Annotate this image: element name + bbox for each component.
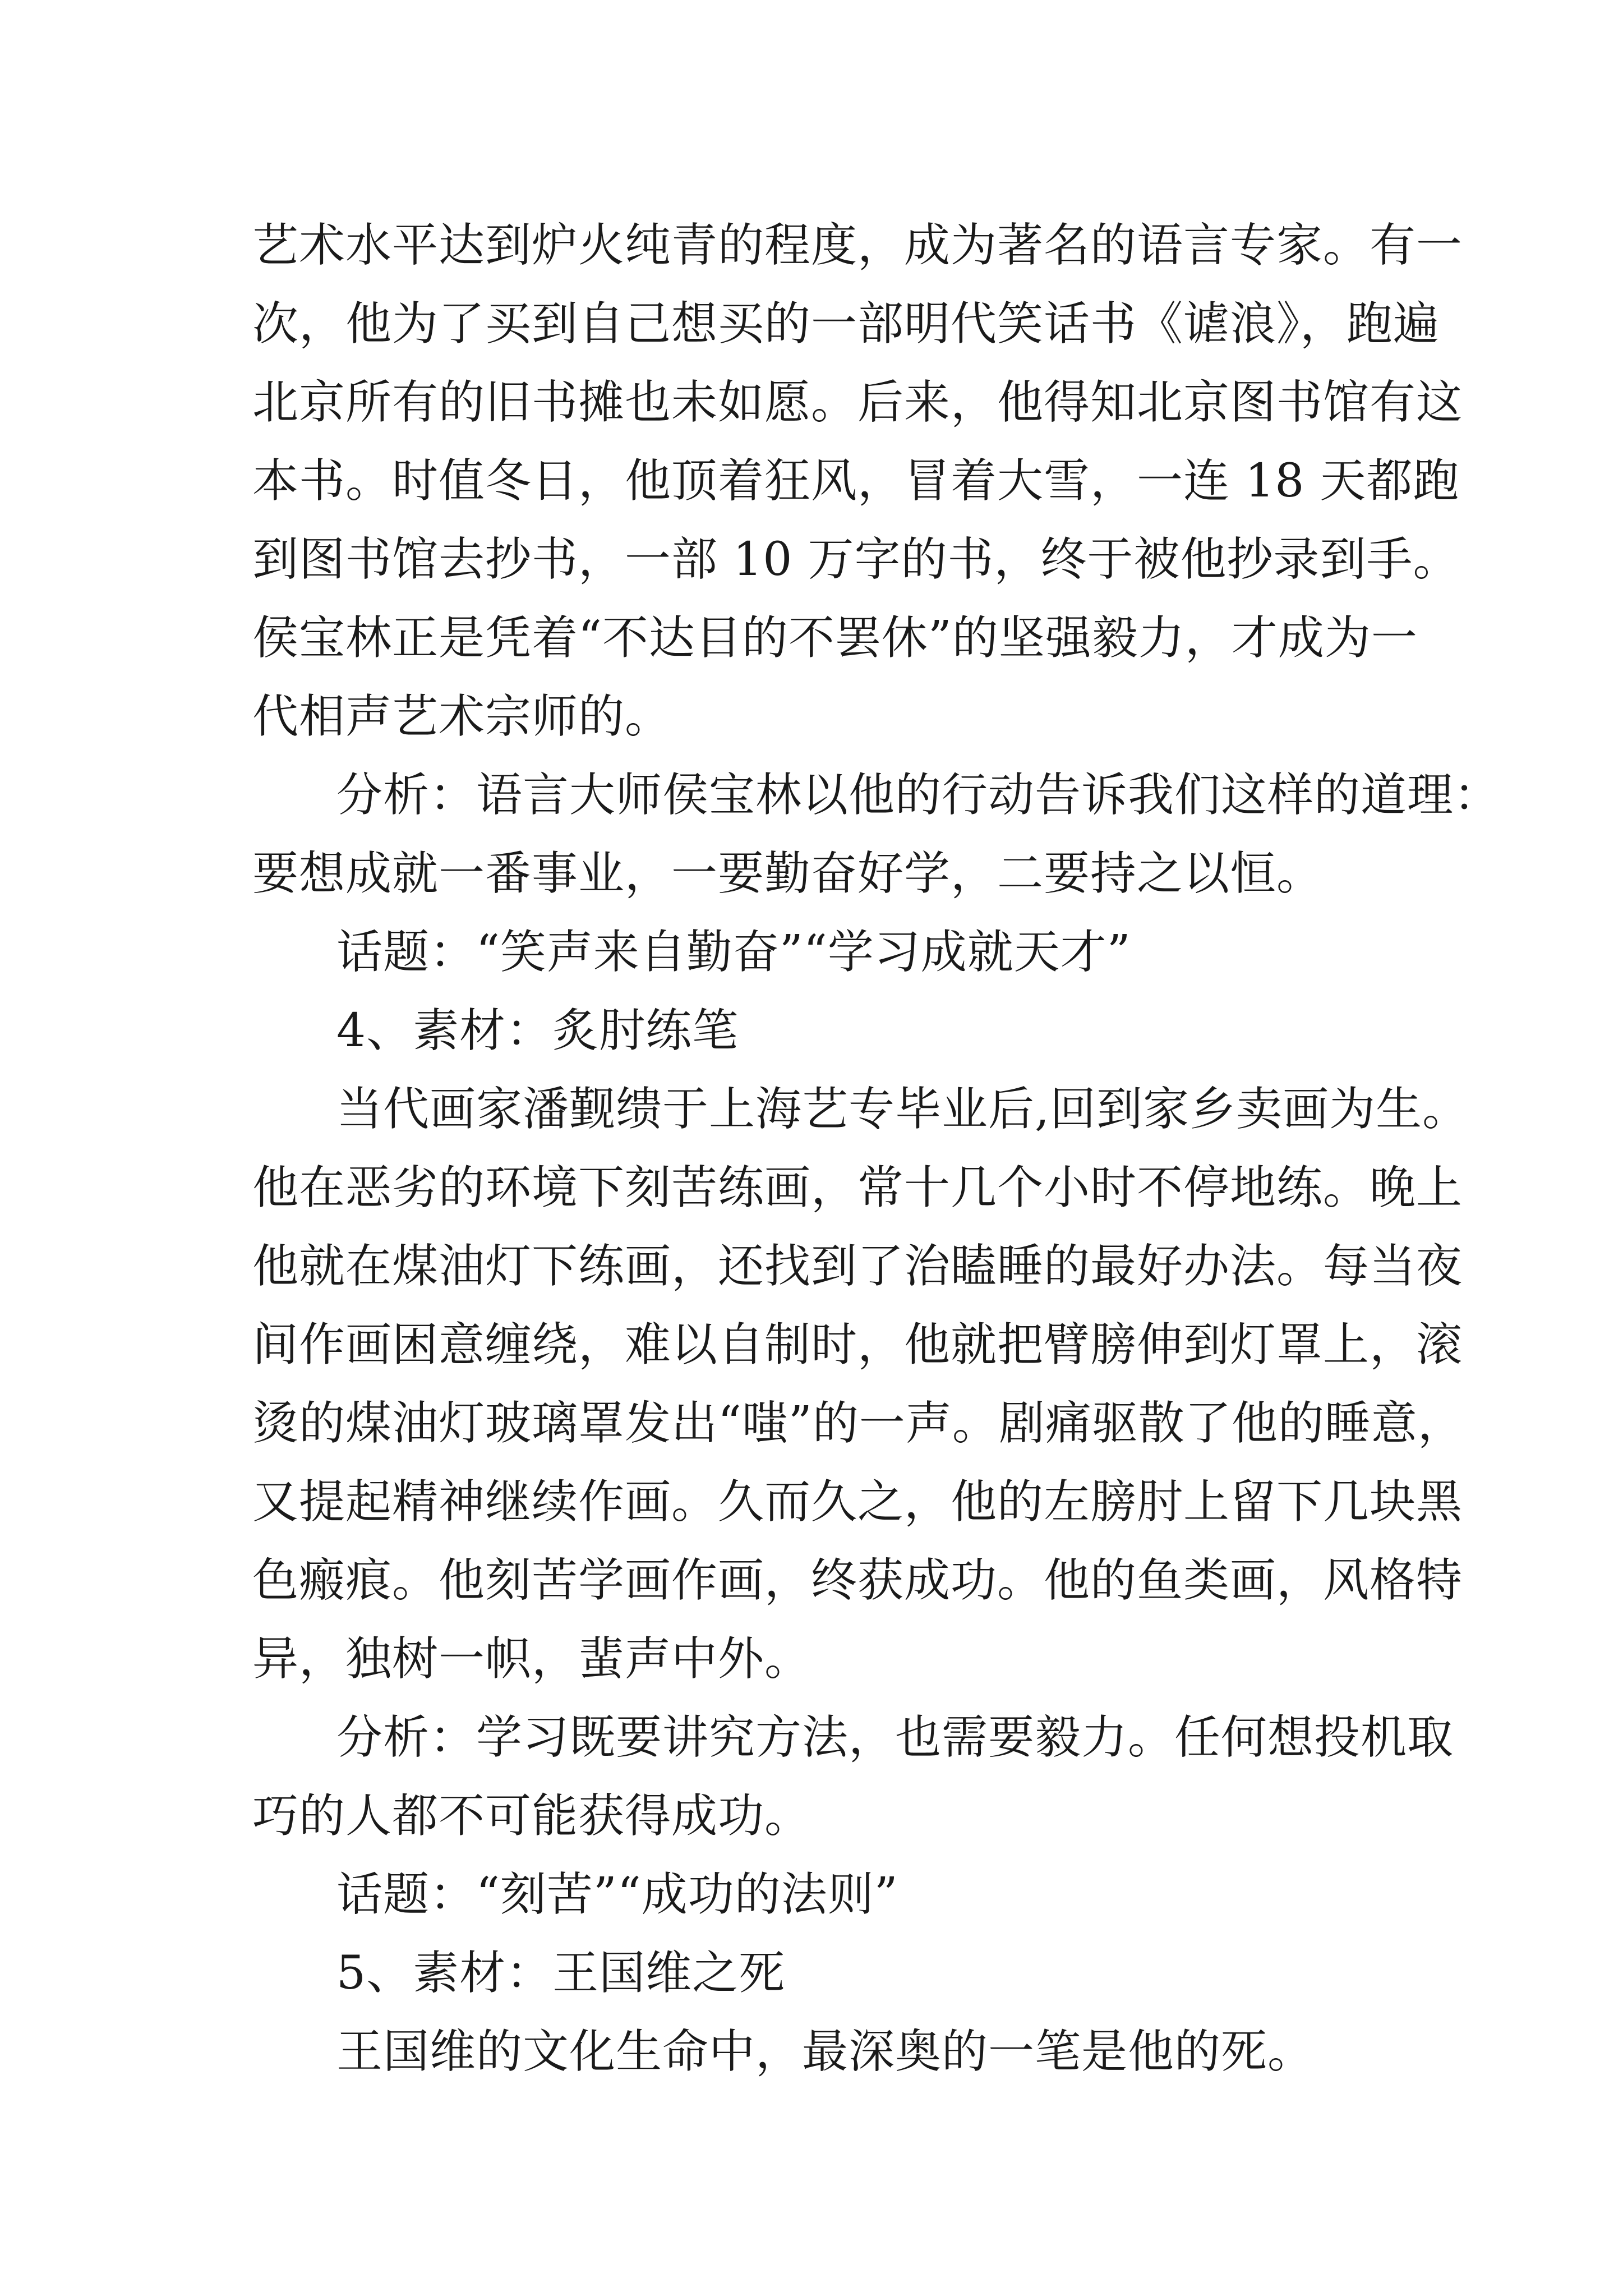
- text-line: 王国维的文化生命中，最深奥的一笔是他的死。: [336, 2025, 1315, 2078]
- text-line: 烫的煤油灯玻璃罩发出“嗤”的一声。剧痛驱散了他的睡意，: [252, 1397, 1464, 1450]
- topic-paragraph: [252, 1856, 1385, 1934]
- section-heading: [252, 1934, 1385, 2013]
- text-line: 话题：“刻苦”“成功的法则”: [336, 1868, 898, 1921]
- text-line: 到图书馆去抄书，一部 10 万字的书，终于被他抄录到手。: [252, 533, 1460, 586]
- text-line: 异，独树一帜，蜚声中外。: [252, 1632, 811, 1686]
- text-line: 侯宝林正是凭着“不达目的不罢休”的坚强毅力，才成为一: [252, 611, 1418, 665]
- text-line: 巧的人都不可能获得成功。: [252, 1789, 811, 1843]
- text-line: 次，他为了买到自己想买的一部明代笑话书《谑浪》，跑遍: [252, 297, 1440, 351]
- paragraph: [252, 2013, 1385, 2091]
- document-body: [252, 206, 1501, 2091]
- text-line: 北京所有的旧书摊也未如愿。后来，他得知北京图书馆有这: [252, 376, 1463, 429]
- text-line: 间作画困意缠绕，难以自制时，他就把臂膀伸到灯罩上，滚: [252, 1318, 1463, 1372]
- text-line: 5、素材：王国维之死: [336, 1947, 786, 2000]
- paragraph: [252, 206, 1463, 756]
- text-line: 话题：“笑声来自勤奋”“学习成就天才”: [336, 926, 1131, 979]
- section-heading: [252, 992, 1385, 1070]
- text-line: 他就在煤油灯下练画，还找到了治瞌睡的最好办法。每当夜: [252, 1240, 1463, 1293]
- text-line: 他在恶劣的环境下刻苦练画，常十几个小时不停地练。晚上: [252, 1161, 1463, 1214]
- topic-paragraph: [252, 913, 1385, 992]
- analysis-paragraph: [252, 756, 1501, 913]
- text-line: 当代画家潘觐缋于上海艺专毕业后,回到家乡卖画为生。: [336, 1083, 1469, 1136]
- text-line: 色瘢痕。他刻苦学画作画，终获成功。他的鱼类画，风格特: [252, 1554, 1463, 1607]
- analysis-paragraph: [252, 1699, 1454, 1856]
- text-line: 4、素材：炙肘练笔: [336, 1004, 739, 1057]
- text-line: 分析：学习既要讲究方法，也需要毅力。任何想投机取: [336, 1711, 1454, 1764]
- text-line: 代相声艺术宗师的。: [252, 690, 672, 743]
- text-line: 又提起精神继续作画。久而久之，他的左膀肘上留下几块黑: [252, 1475, 1463, 1529]
- text-line: 艺术水平达到炉火纯青的程度，成为著名的语言专家。有一: [252, 219, 1463, 272]
- text-line: 要想成就一番事业，一要勤奋好学，二要持之以恒。: [252, 847, 1324, 900]
- paragraph: [252, 1070, 1469, 1699]
- text-line: 分析：语言大师侯宝林以他的行动告诉我们这样的道理：: [336, 769, 1501, 822]
- text-line: 本书。时值冬日，他顶着狂风，冒着大雪，一连 18 天都跑: [252, 454, 1460, 508]
